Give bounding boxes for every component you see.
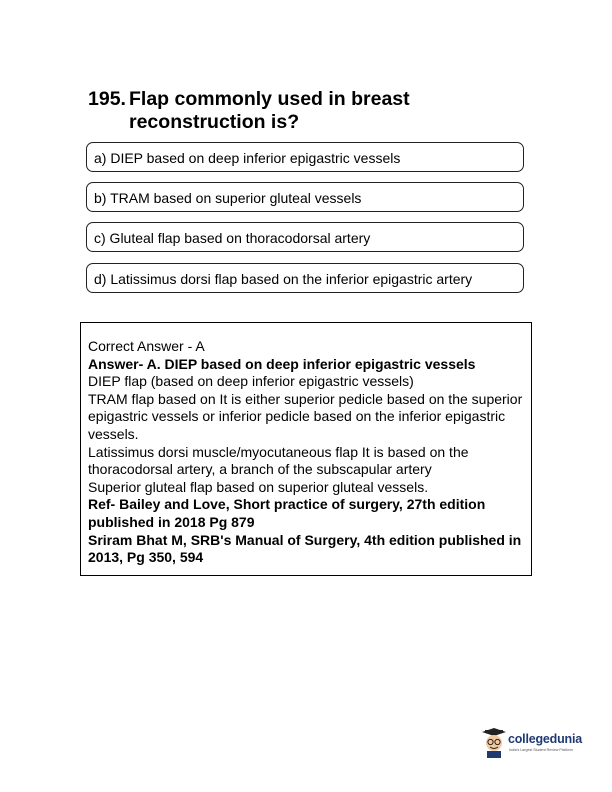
logo-tagline: India's Largest Student Review Platform xyxy=(509,748,573,752)
answer-heading: Answer- A. DIEP based on deep inferior epigastric vessels xyxy=(88,355,476,372)
option-a[interactable]: a) DIEP based on deep inferior epigastric vessels xyxy=(86,142,524,172)
collegedunia-logo xyxy=(480,728,600,760)
reference: Sriram Bhat M, SRB's Manual of Surgery, 4th edition published in 2013, Pg 350, 594 xyxy=(88,531,522,566)
option-c[interactable]: c) Gluteal flap based on thoracodorsal artery xyxy=(86,222,524,252)
question-title xyxy=(88,88,528,134)
answer-box xyxy=(80,322,532,576)
question-number: 195. xyxy=(88,88,126,110)
logo-name: collegedunia xyxy=(508,732,583,746)
explanation-line: Superior gluteal flap based on superior gluteal vessels. xyxy=(88,478,429,495)
reference: Ref- Bailey and Love, Short practice of surgery, 27th edition published in 2018 Pg 879 xyxy=(88,496,486,530)
question-text-line1: Flap commonly used in breast xyxy=(129,88,410,110)
option-b[interactable]: b) TRAM based on superior gluteal vessels xyxy=(86,182,524,212)
explanation-line: TRAM flap based on It is either superior pedicle based on the superior epigastric vessels or inferior pedicle based on the inferior epigastric vessels. xyxy=(88,390,523,442)
question-text-line2: reconstruction is? xyxy=(129,111,300,133)
explanation-line: DIEP flap (based on deep inferior epigastric vessels) xyxy=(88,373,414,390)
explanation-line: Latissimus dorsi muscle/myocutaneous flap It is based on the thoracodorsal artery, a branch of the subscapular artery xyxy=(88,443,469,478)
student-mascot-icon xyxy=(480,728,508,758)
option-d[interactable]: d) Latissimus dorsi flap based on the inferior epigastric artery xyxy=(86,263,524,293)
correct-answer-label: Correct Answer - A xyxy=(88,338,205,354)
